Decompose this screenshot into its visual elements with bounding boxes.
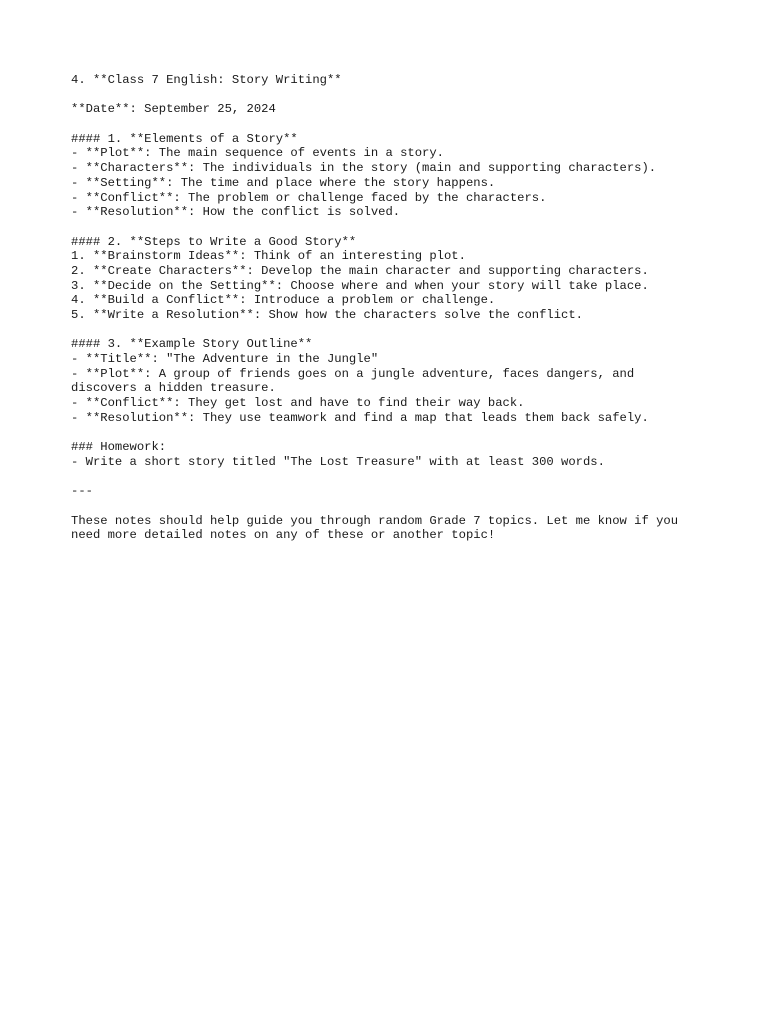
- homework-heading: ### Homework:: [71, 440, 167, 455]
- date-line: **Date**: September 25, 2024: [71, 102, 276, 117]
- list-item: 1. **Brainstorm Ideas**: Think of an interesting plot.: [71, 249, 466, 264]
- document-body: [71, 73, 731, 543]
- blank-line: [71, 426, 731, 441]
- horizontal-rule: ---: [71, 484, 93, 499]
- blank-line: [71, 88, 731, 103]
- blank-line: [71, 499, 731, 514]
- section-heading-steps: #### 2. **Steps to Write a Good Story**: [71, 234, 357, 249]
- section-heading-elements: #### 1. **Elements of a Story**: [71, 131, 298, 146]
- list-item: - **Conflict**: The problem or challenge faced by the characters.: [71, 190, 547, 205]
- blank-line: [71, 220, 731, 235]
- list-item: - **Resolution**: They use teamwork and find a map that leads them back safely.: [71, 410, 649, 425]
- list-item: - **Plot**: The main sequence of events in a story.: [71, 146, 444, 161]
- list-item: - **Conflict**: They get lost and have to find their way back.: [71, 396, 525, 411]
- list-item: - **Setting**: The time and place where the story happens.: [71, 175, 496, 190]
- closing-note: These notes should help guide you through random Grade 7 topics. Let me know if you: [71, 513, 679, 528]
- blank-line: [71, 470, 731, 485]
- list-item: 2. **Create Characters**: Develop the main character and supporting characters.: [71, 263, 649, 278]
- lesson-title: 4. **Class 7 English: Story Writing**: [71, 73, 342, 87]
- homework-item: - Write a short story titled "The Lost Treasure" with at least 300 words.: [71, 454, 605, 469]
- closing-note: need more detailed notes on any of these or another topic!: [71, 528, 496, 543]
- list-item: 4. **Build a Conflict**: Introduce a problem or challenge.: [71, 293, 496, 308]
- blank-line: [71, 117, 731, 132]
- list-item: 3. **Decide on the Setting**: Choose where and when your story will take place.: [71, 278, 649, 293]
- section-heading-outline: #### 3. **Example Story Outline**: [71, 337, 313, 352]
- list-item: - **Resolution**: How the conflict is solved.: [71, 205, 401, 220]
- list-item: - **Characters**: The individuals in the story (main and supporting characters).: [71, 161, 657, 176]
- list-item-continuation: discovers a hidden treasure.: [71, 381, 276, 396]
- blank-line: [71, 323, 731, 338]
- list-item: - **Plot**: A group of friends goes on a jungle adventure, faces dangers, and: [71, 366, 635, 381]
- list-item: 5. **Write a Resolution**: Show how the characters solve the conflict.: [71, 308, 583, 322]
- list-item: - **Title**: "The Adventure in the Jungle": [71, 352, 379, 367]
